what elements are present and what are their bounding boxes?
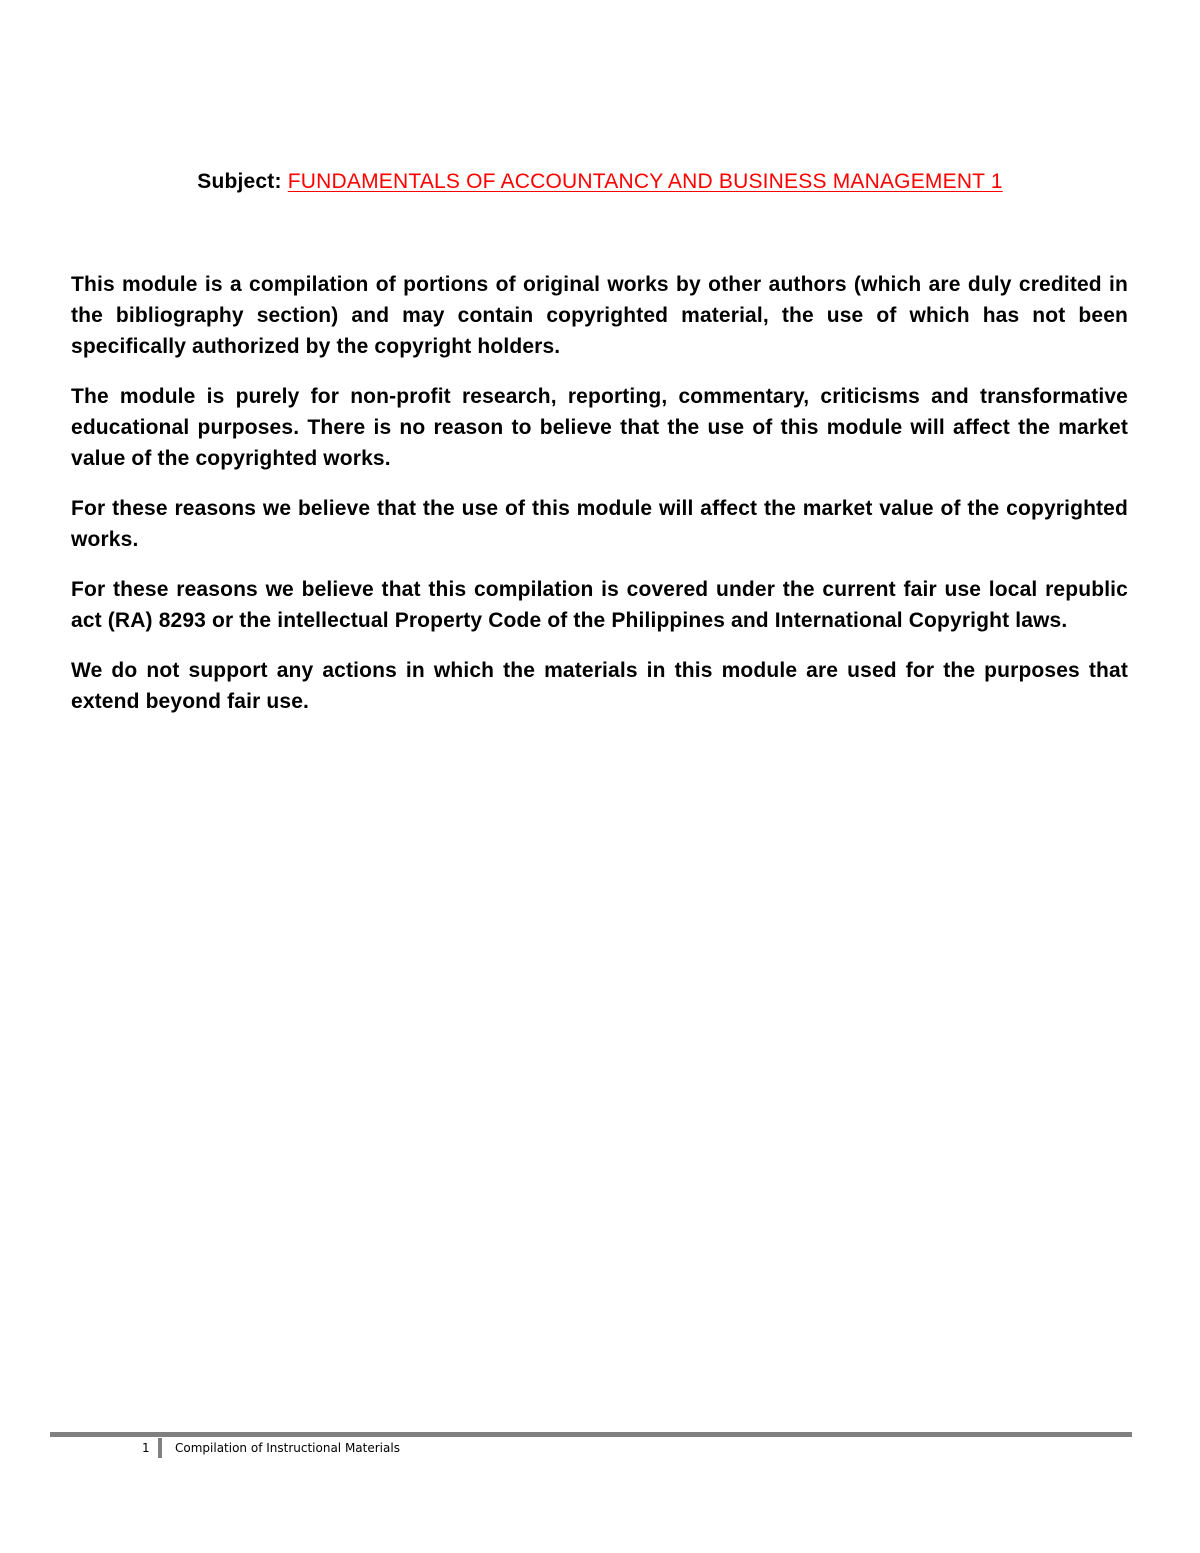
subject-label: Subject: — [197, 170, 282, 193]
paragraph-fair-use: For these reasons we believe that this compilation is covered under the current fair use local republic act (RA) 8293 or the intellectual Property Code of the Philippines and International Copyright laws. — [71, 578, 1128, 632]
page-footer — [0, 1440, 1200, 1460]
subject-line — [0, 170, 1200, 194]
footer-divider — [158, 1438, 162, 1458]
paragraph-compilation: This module is a compilation of portions of original works by other authors (which are duly credited in the bibliography section) and may contain copyrighted material, the use of which has not been specifically authorized by the copyright holders. — [71, 273, 1128, 358]
paragraph-market-value: For these reasons we believe that the use of this module will affect the market value of the copyrighted works. — [71, 497, 1128, 551]
notice-body — [71, 269, 1128, 736]
footer-rule — [50, 1432, 1132, 1437]
page-number: 1 — [142, 1441, 150, 1455]
footer-title: Compilation of Instructional Materials — [175, 1441, 400, 1455]
subject-value: FUNDAMENTALS OF ACCOUNTANCY AND BUSINESS MANAGEMENT 1 — [287, 170, 1003, 193]
paragraph-disclaimer: We do not support any actions in which the materials in this module are used for the purposes that extend beyond fair use. — [71, 659, 1128, 713]
paragraph-purpose: The module is purely for non-profit research, reporting, commentary, criticisms and transformative educational purposes. There is no reason to believe that the use of this module will affect the market value of the copyrighted works. — [71, 385, 1128, 470]
